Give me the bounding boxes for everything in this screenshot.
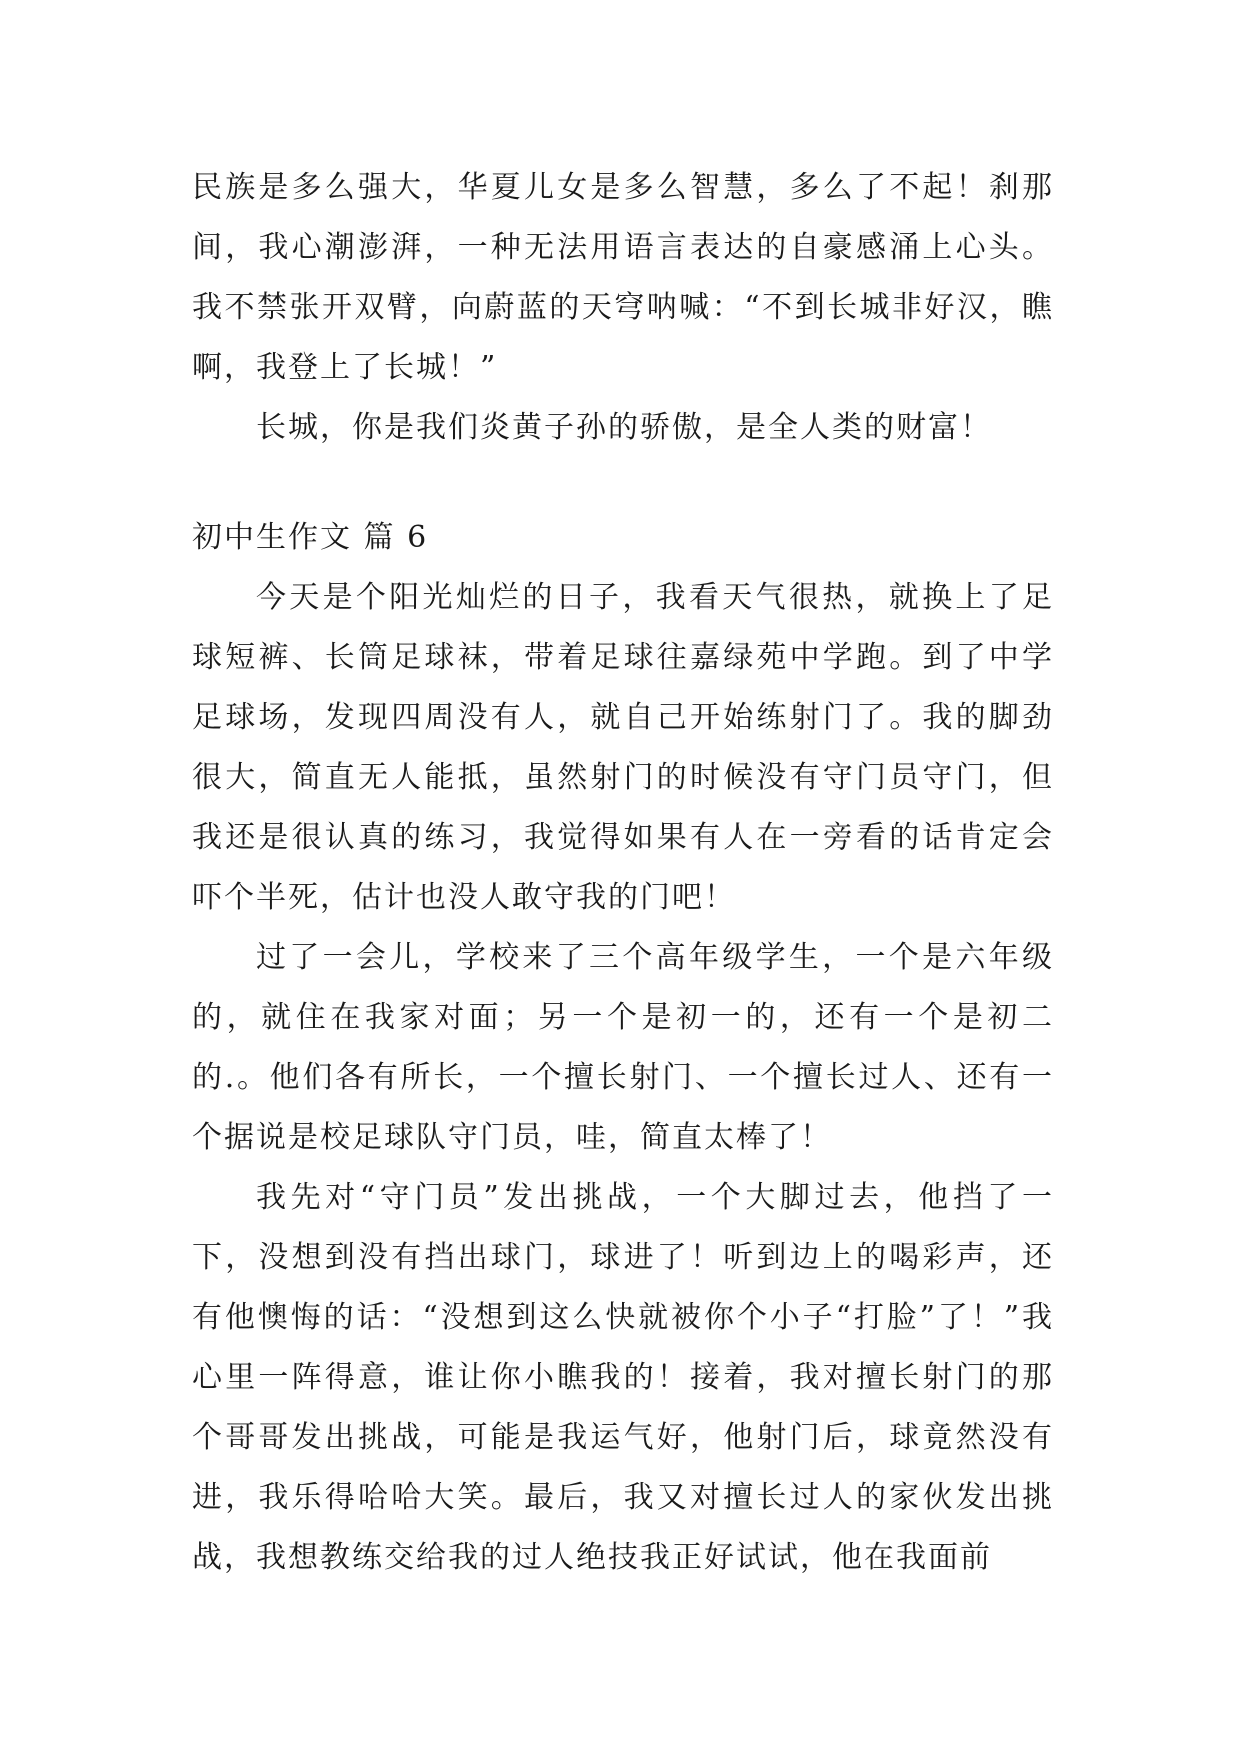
paragraph: 长城，你是我们炎黄子孙的骄傲，是全人类的财富！ bbox=[256, 410, 992, 445]
previous-essay-ending bbox=[192, 158, 1054, 458]
paragraph: 民族是多么强大，华夏儿女是多么智慧，多么了不起！刹那间，我心潮澎湃，一种无法用语言表达的自豪感涌上心头。我不禁张开双臂，向蔚蓝的天穹呐喊：“不到长城非好汉，瞧啊，我登上了长城！” bbox=[192, 170, 1054, 385]
paragraph: 过了一会儿，学校来了三个高年级学生，一个是六年级的，就住在我家对面；另一个是初一的，还有一个是初二的.。他们各有所长，一个擅长射门、一个擅长过人、还有一个据说是校足球队守门员，哇，简直太棒了！ bbox=[192, 940, 1054, 1155]
essay-title: 初中生作文 篇 6 bbox=[192, 520, 429, 555]
essay-section bbox=[192, 508, 1054, 1588]
paragraph: 今天是个阳光灿烂的日子，我看天气很热，就换上了足球短裤、长筒足球袜，带着足球往嘉绿苑中学跑。到了中学足球场，发现四周没有人，就自己开始练射门了。我的脚劲很大，简直无人能抵，虽然射门的时候没有守门员守门，但我还是很认真的练习，我觉得如果有人在一旁看的话肯定会吓个半死，估计也没人敢守我的门吧！ bbox=[192, 580, 1054, 915]
paragraph: 我先对“守门员”发出挑战，一个大脚过去，他挡了一下，没想到没有挡出球门，球进了！听到边上的喝彩声，还有他懊悔的话：“没想到这么快就被你个小子“打脸”了！”我心里一阵得意，谁让你小瞧我的！接着，我对擅长射门的那个哥哥发出挑战，可能是我运气好，他射门后，球竟然没有进，我乐得哈哈大笑。最后，我又对擅长过人的家伙发出挑战，我想教练交给我的过人绝技我正好试试，他在我面前 bbox=[192, 1180, 1054, 1575]
